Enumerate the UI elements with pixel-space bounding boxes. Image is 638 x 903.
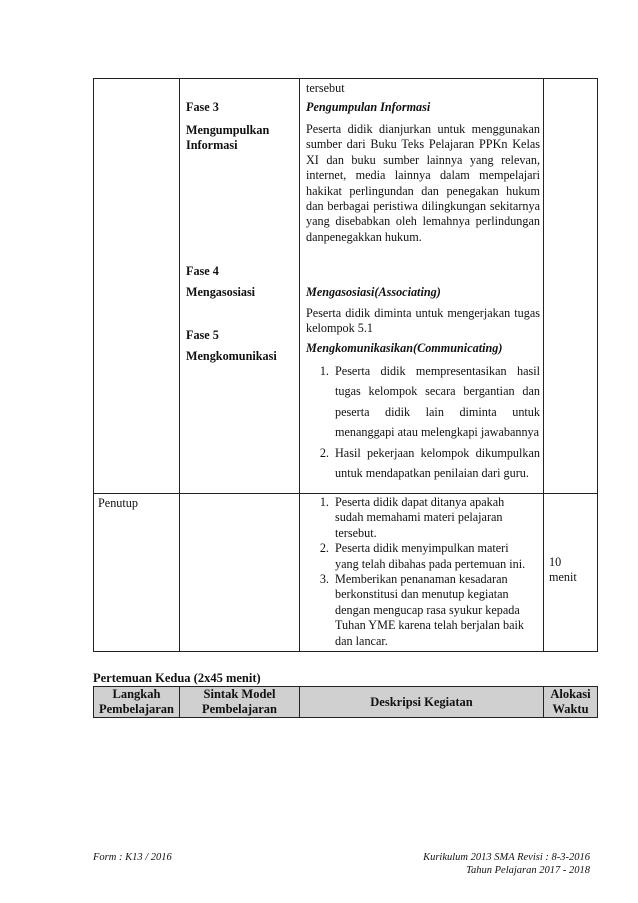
table-row xyxy=(94,687,598,718)
fase4-label: Fase 4 xyxy=(186,264,219,278)
pertemuan-kedua-header-table xyxy=(93,686,598,718)
table-row-inti xyxy=(94,79,598,494)
header-alokasi: Alokasi Waktu xyxy=(544,687,598,718)
footer-curriculum xyxy=(423,851,590,877)
cell-langkah-empty xyxy=(94,79,180,494)
komunikasi-list xyxy=(300,361,540,483)
cell-sintak-fases xyxy=(180,79,300,494)
footer-form: Form : K13 / 2016 xyxy=(93,852,172,863)
footer-curriculum-line1: Kurikulum 2013 SMA Revisi : 8-3-2016 xyxy=(423,852,590,863)
mengkomunikasikan-title: Mengkomunikasikan(Communicating) xyxy=(306,341,503,355)
header-sintak: Sintak Model Pembelajaran xyxy=(180,687,300,718)
activity-table xyxy=(93,78,598,652)
header-deskripsi: Deskripsi Kegiatan xyxy=(300,687,544,718)
pengumpulan-title: Pengumpulan Informasi xyxy=(306,100,431,114)
mengasosiasi-text: Peserta didik diminta untuk mengerjakan tugas kelompok 5.1 xyxy=(306,306,540,336)
tersebut-text: tersebut xyxy=(306,81,345,95)
mengasosiasi-label: Mengasosiasi xyxy=(186,285,256,299)
penutup-label: Penutup xyxy=(98,496,138,510)
list-item: 2. Peserta didik menyimpulkan materi yang telah dibahas pada pertemuan ini. xyxy=(332,541,532,572)
cell-penutup-label xyxy=(94,494,180,652)
cell-penutup-waktu xyxy=(544,494,598,652)
pertemuan-kedua-title: Pertemuan Kedua (2x45 menit) xyxy=(93,671,261,685)
list-item: 1. Peserta didik dapat ditanya apakah sudah memahami materi pelajaran tersebut. xyxy=(332,495,532,541)
mengasosiasi-title: Mengasosiasi(Associating) xyxy=(306,285,441,299)
table-row-penutup xyxy=(94,494,598,652)
penutup-time: 10 menit xyxy=(549,555,577,585)
penutup-list xyxy=(300,494,532,649)
cell-waktu-empty xyxy=(544,79,598,494)
pengumpulan-text: Peserta didik dianjurkan untuk menggunakan sumber dari Buku Teks Pelajaran PPKn Kelas XI dan buku sumber lainnya yang relevan, internet, media lainnya dalam mempelajari hakikat perlingundan dan penegakan hukum dan berbagai peristiwa dilingkungan sekitarnya yang disebabkan oleh lemahnya perlindungan danpenegakkan hukum. xyxy=(306,122,540,244)
footer-curriculum-line2: Tahun Pelajaran 2017 - 2018 xyxy=(466,865,590,876)
list-item: 3. Memberikan penanaman kesadaran berkonstitusi dan menutup kegiatan dengan mengucap rasa syukur kepada Tuhan YME karena telah berjalan baik dan lancar. xyxy=(332,572,532,649)
cell-deskripsi-inti xyxy=(300,79,544,494)
cell-penutup-deskripsi xyxy=(300,494,544,652)
list-item: 2. Hasil pekerjaan kelompok dikumpulkan untuk mendapatkan penilaian dari guru. xyxy=(332,443,540,484)
mengkomunikasi-label: Mengkomunikasi xyxy=(186,349,277,363)
list-item: 1. Peserta didik mempresentasikan hasil tugas kelompok secara bergantian dan peserta didik lain diminta untuk menanggapi atau melengkapi jawabannya xyxy=(332,361,540,443)
cell-penutup-sintak-empty xyxy=(180,494,300,652)
mengumpulkan-label: Mengumpulkan Informasi xyxy=(186,123,270,153)
fase5-label: Fase 5 xyxy=(186,328,219,342)
fase3-label: Fase 3 xyxy=(186,100,219,114)
header-langkah: Langkah Pembelajaran xyxy=(94,687,180,718)
